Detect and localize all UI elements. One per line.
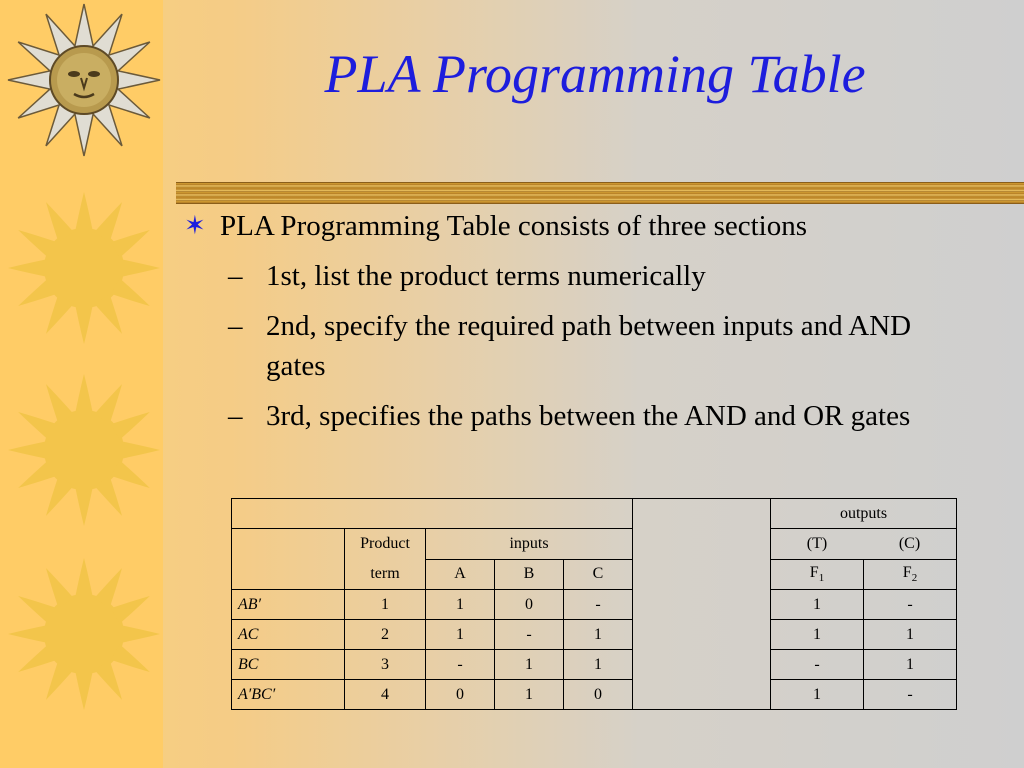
- output-col-f2: [864, 559, 957, 590]
- sun-icon: [6, 556, 162, 712]
- table-header-row: [232, 499, 957, 529]
- sub-bullet-text: 2nd, specify the required path between inputs and AND gates: [266, 310, 912, 382]
- true-label: (T): [806, 534, 828, 552]
- dash-bullet-icon: –: [228, 400, 243, 432]
- inputs-header: inputs: [426, 529, 633, 560]
- row-num: 1: [345, 590, 426, 620]
- output-col-f1: [771, 559, 864, 590]
- row-term: AB′: [232, 590, 345, 620]
- row-f1: -: [771, 650, 864, 680]
- row-b: 1: [495, 650, 564, 680]
- dash-bullet-icon: –: [228, 310, 243, 342]
- product-label: Product: [360, 535, 410, 552]
- row-f1: 1: [771, 620, 864, 650]
- row-f2: 1: [864, 650, 957, 680]
- f1-base: F: [809, 564, 819, 582]
- table-gap-column: [633, 499, 771, 710]
- row-b: 0: [495, 590, 564, 620]
- pla-programming-table: [231, 498, 957, 710]
- term-label: term: [370, 565, 400, 582]
- row-a: 1: [426, 590, 495, 620]
- bullet-main-text: PLA Programming Table consists of three sections: [220, 210, 808, 242]
- table-row: [232, 590, 957, 620]
- table-cell: [232, 529, 345, 590]
- sun-face-icon: [6, 2, 162, 158]
- sub-bullet: [184, 256, 974, 296]
- table-header-row: [232, 529, 957, 560]
- table-cell: [232, 499, 633, 529]
- sun-icon: [6, 372, 162, 528]
- pla-table-container: [231, 498, 957, 710]
- f2-base: F: [902, 564, 912, 582]
- row-num: 4: [345, 680, 426, 710]
- dash-bullet-icon: –: [228, 260, 243, 292]
- row-b: 1: [495, 680, 564, 710]
- outputs-header: outputs: [771, 499, 957, 529]
- sub-bullet: [184, 396, 974, 436]
- row-f2: -: [864, 590, 957, 620]
- decorative-sidebar: [0, 0, 163, 768]
- row-f2: -: [864, 680, 957, 710]
- row-c: 1: [564, 650, 633, 680]
- row-c: 0: [564, 680, 633, 710]
- row-c: -: [564, 590, 633, 620]
- slide-title: PLA Programming Table: [324, 44, 866, 104]
- row-term: A′BC′: [232, 680, 345, 710]
- product-term-header: [345, 529, 426, 590]
- row-a: 0: [426, 680, 495, 710]
- row-f2: 1: [864, 620, 957, 650]
- row-b: -: [495, 620, 564, 650]
- bullet-main: [184, 206, 974, 246]
- row-f1: 1: [771, 680, 864, 710]
- true-comp-header: [771, 529, 957, 560]
- table-row: [232, 650, 957, 680]
- row-f1: 1: [771, 590, 864, 620]
- table-row: [232, 620, 957, 650]
- title-divider: [176, 182, 1024, 204]
- row-a: -: [426, 650, 495, 680]
- f2-sub: 2: [911, 572, 918, 585]
- complement-label: (C): [898, 534, 921, 552]
- input-col-a: A: [426, 559, 495, 590]
- input-col-c: C: [564, 559, 633, 590]
- sub-bullet: [184, 306, 974, 386]
- table-row: [232, 680, 957, 710]
- row-num: 3: [345, 650, 426, 680]
- star-bullet-icon: ✶: [184, 211, 206, 240]
- sun-icon: [6, 190, 162, 346]
- f1-sub: 1: [818, 572, 825, 585]
- sub-bullet-text: 1st, list the product terms numerically: [266, 260, 706, 292]
- row-term: AC: [232, 620, 345, 650]
- bullet-list: [184, 206, 974, 436]
- sub-bullet-text: 3rd, specifies the paths between the AND and OR gates: [266, 400, 911, 432]
- row-c: 1: [564, 620, 633, 650]
- row-term: BC: [232, 650, 345, 680]
- input-col-b: B: [495, 559, 564, 590]
- row-a: 1: [426, 620, 495, 650]
- row-num: 2: [345, 620, 426, 650]
